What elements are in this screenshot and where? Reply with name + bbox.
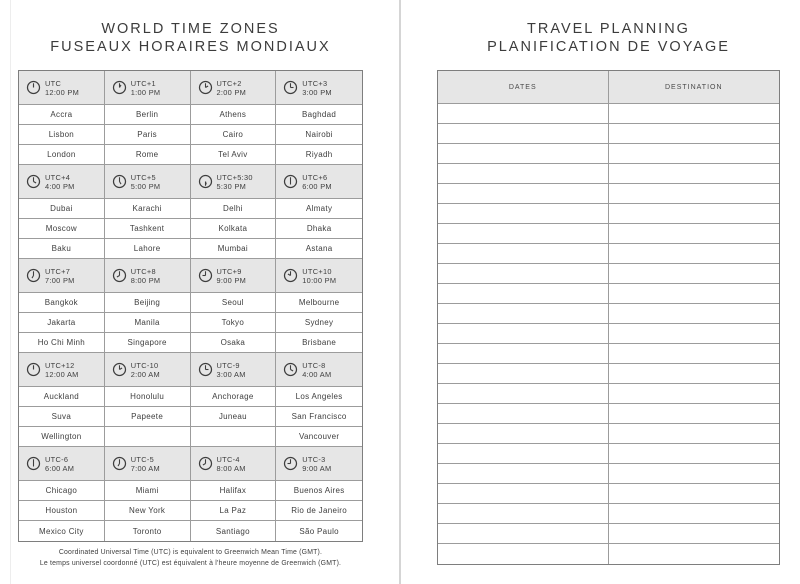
timezone-city-cell: Santiago: [191, 521, 277, 541]
destination-cell: [609, 244, 780, 264]
clock-icon: [112, 80, 127, 95]
timezone-city-cell: Juneau: [191, 407, 277, 427]
travel-row: [438, 324, 779, 344]
timezone-header-text: [302, 173, 332, 191]
travel-row: [438, 524, 779, 544]
clock-icon: [283, 174, 298, 189]
timezone-header-cell: [276, 71, 362, 105]
clock-icon: [26, 362, 41, 377]
travel-row: [438, 444, 779, 464]
travel-row: [438, 304, 779, 324]
utc-footnote: [18, 547, 363, 569]
timezone-city-cell: Tashkent: [105, 219, 191, 239]
timezone-time-label: 7:00 PM: [45, 275, 75, 285]
timezone-header-cell: [191, 259, 277, 293]
destination-cell: [609, 304, 780, 324]
timezone-city-cell: Almaty: [276, 199, 362, 219]
clock-icon: [283, 456, 298, 471]
dates-cell: [438, 304, 609, 324]
timezone-city-cell: Beijing: [105, 293, 191, 313]
timezone-header-text: [45, 173, 75, 191]
left-page-title-line1: WORLD TIME ZONES: [101, 21, 280, 37]
timezone-time-label: 7:00 AM: [130, 463, 160, 473]
timezone-header-cell: [19, 259, 105, 293]
timezone-city-cell: Seoul: [191, 293, 277, 313]
dates-cell: [438, 364, 609, 384]
clock-icon: [112, 174, 127, 189]
timezone-offset-label: UTC-3: [302, 454, 326, 464]
timezone-city-cell: Astana: [276, 239, 362, 259]
timezone-time-label: 6:00 PM: [302, 181, 332, 191]
clock-icon: [198, 362, 213, 377]
timezone-empty-cell: [105, 427, 191, 447]
timezone-city-cell: Rio de Janeiro: [276, 501, 362, 521]
timezone-city-cell: Karachi: [105, 199, 191, 219]
timezone-time-label: 9:00 PM: [216, 275, 247, 285]
timezone-city-cell: Toronto: [105, 521, 191, 541]
timezone-header-text: [131, 361, 160, 379]
page-edge-line: [10, 0, 11, 584]
dates-column-header: DATES: [438, 71, 609, 104]
timezone-city-cell: Tel Aviv: [191, 145, 277, 165]
timezone-header-text: [45, 79, 79, 97]
timezone-offset-label: UTC-9: [216, 360, 240, 370]
timezone-offset-label: UTC-4: [216, 454, 240, 464]
travel-row: [438, 504, 779, 524]
timezone-time-label: 8:00 PM: [130, 275, 161, 285]
timezone-time-label: 3:00 PM: [302, 87, 332, 97]
timezone-city-cell: Melbourne: [276, 293, 362, 313]
timezone-header-cell: [105, 353, 191, 387]
destination-cell: [609, 344, 780, 364]
timezone-city-cell: Auckland: [19, 387, 105, 407]
timezone-city-cell: Kolkata: [191, 219, 277, 239]
destination-cell: [609, 184, 780, 204]
timezone-header-cell: [105, 165, 191, 199]
timezone-header-cell: [19, 447, 105, 481]
timezone-city-cell: Dubai: [19, 199, 105, 219]
timezone-city-cell: Miami: [105, 481, 191, 501]
travel-row: [438, 124, 779, 144]
travel-row: [438, 284, 779, 304]
timezone-header-cell: [105, 71, 191, 105]
timezone-header-text: [217, 267, 247, 285]
travel-row: [438, 264, 779, 284]
dates-cell: [438, 444, 609, 464]
timezone-city-cell: Lahore: [105, 239, 191, 259]
timezone-city-cell: São Paulo: [276, 521, 362, 541]
timezone-header-text: [45, 361, 79, 379]
timezone-header-text: [131, 455, 160, 473]
timezone-city-cell: Anchorage: [191, 387, 277, 407]
timezone-header-cell: [105, 259, 191, 293]
timezone-city-cell: Wellington: [19, 427, 105, 447]
timezone-city-cell: New York: [105, 501, 191, 521]
timezone-city-cell: Athens: [191, 105, 277, 125]
timezone-offset-label: UTC+3: [302, 78, 328, 88]
dates-cell: [438, 344, 609, 364]
clock-icon: [283, 268, 298, 283]
travel-row: [438, 384, 779, 404]
timezone-time-label: 3:00 AM: [216, 369, 246, 379]
timezone-time-label: 5:00 PM: [130, 181, 161, 191]
timezone-header-text: [217, 79, 247, 97]
timezone-city-cell: Moscow: [19, 219, 105, 239]
travel-row: [438, 244, 779, 264]
timezone-city-cell: Manila: [105, 313, 191, 333]
timezone-header-cell: [191, 447, 277, 481]
destination-cell: [609, 144, 780, 164]
timezone-city-cell: Tokyo: [191, 313, 277, 333]
timezone-city-cell: Baku: [19, 239, 105, 259]
dates-cell: [438, 324, 609, 344]
timezone-offset-label: UTC+6: [302, 172, 328, 182]
timezone-time-label: 2:00 PM: [216, 87, 247, 97]
timezone-header-cell: [19, 353, 105, 387]
clock-icon: [198, 268, 213, 283]
left-page-title-line2: FUSEAUX HORAIRES MONDIAUX: [50, 38, 331, 55]
timezone-offset-label: UTC+9: [216, 266, 242, 276]
timezone-header-cell: [276, 165, 362, 199]
destination-cell: [609, 224, 780, 244]
destination-cell: [609, 204, 780, 224]
page-gutter: [399, 0, 401, 584]
travel-row: [438, 464, 779, 484]
timezone-header-text: [302, 267, 336, 285]
timezone-city-cell: Delhi: [191, 199, 277, 219]
timezone-header-cell: [105, 447, 191, 481]
travel-row: [438, 204, 779, 224]
timezone-table: [18, 70, 363, 542]
clock-icon: [26, 80, 41, 95]
destination-cell: [609, 364, 780, 384]
travel-row: [438, 484, 779, 504]
timezone-city-cell: Riyadh: [276, 145, 362, 165]
dates-cell: [438, 144, 609, 164]
timezone-city-cell: Sydney: [276, 313, 362, 333]
utc-footnote-line1: Coordinated Universal Time (UTC) is equivalent to Greenwich Mean Time (GMT).: [58, 549, 323, 556]
travel-planning-page: [400, 0, 800, 584]
dates-cell: [438, 124, 609, 144]
destination-cell: [609, 544, 780, 564]
right-page-title: [437, 21, 780, 56]
travel-row: [438, 404, 779, 424]
destination-column-header: DESTINATION: [609, 71, 780, 104]
destination-cell: [609, 444, 780, 464]
timezone-header-text: [131, 173, 161, 191]
travel-planning-table: [437, 70, 780, 565]
timezone-time-label: 2:00 AM: [130, 369, 160, 379]
clock-icon: [283, 80, 298, 95]
timezone-city-cell: La Paz: [191, 501, 277, 521]
timezone-header-cell: [191, 71, 277, 105]
dates-cell: [438, 184, 609, 204]
timezone-offset-label: UTC-8: [302, 360, 326, 370]
timezone-city-cell: Halifax: [191, 481, 277, 501]
timezone-city-cell: London: [19, 145, 105, 165]
right-page-title-line1: TRAVEL PLANNING: [527, 21, 690, 37]
timezone-city-cell: Rome: [105, 145, 191, 165]
timezone-city-cell: Accra: [19, 105, 105, 125]
timezone-offset-label: UTC+12: [45, 360, 75, 370]
clock-icon: [26, 456, 41, 471]
timezone-city-cell: Papeete: [105, 407, 191, 427]
destination-cell: [609, 524, 780, 544]
travel-row: [438, 344, 779, 364]
timezone-city-cell: Houston: [19, 501, 105, 521]
timezone-city-cell: Singapore: [105, 333, 191, 353]
travel-row: [438, 224, 779, 244]
right-page-title-line2: PLANIFICATION DE VOYAGE: [487, 38, 730, 55]
dates-cell: [438, 424, 609, 444]
timezone-header-text: [302, 79, 332, 97]
travel-row: [438, 424, 779, 444]
timezone-city-cell: Honolulu: [105, 387, 191, 407]
timezone-city-cell: Jakarta: [19, 313, 105, 333]
timezone-header-text: [131, 79, 161, 97]
dates-cell: [438, 544, 609, 564]
dates-cell: [438, 384, 609, 404]
dates-cell: [438, 264, 609, 284]
dates-cell: [438, 104, 609, 124]
timezone-empty-cell: [191, 427, 277, 447]
timezone-header-cell: [19, 165, 105, 199]
timezone-header-cell: [191, 165, 277, 199]
dates-cell: [438, 244, 609, 264]
destination-cell: [609, 504, 780, 524]
timezone-header-cell: [276, 353, 362, 387]
timezone-time-label: 5:30 PM: [216, 181, 247, 191]
timezone-city-cell: Los Angeles: [276, 387, 362, 407]
timezone-city-cell: Chicago: [19, 481, 105, 501]
timezone-header-cell: [276, 259, 362, 293]
timezone-city-cell: Paris: [105, 125, 191, 145]
timezone-city-cell: Buenos Aires: [276, 481, 362, 501]
timezone-time-label: 6:00 AM: [45, 463, 75, 473]
timezone-city-cell: Mexico City: [19, 521, 105, 541]
timezone-city-cell: Vancouver: [276, 427, 362, 447]
timezone-offset-label: UTC+10: [302, 266, 332, 276]
timezone-header-text: [302, 361, 331, 379]
timezone-time-label: 9:00 AM: [302, 463, 332, 473]
timezone-offset-label: UTC+5:30: [216, 172, 253, 182]
dates-cell: [438, 224, 609, 244]
dates-cell: [438, 524, 609, 544]
timezone-offset-label: UTC+2: [216, 78, 242, 88]
timezone-time-label: 8:00 AM: [216, 463, 246, 473]
destination-cell: [609, 384, 780, 404]
left-page-title: [18, 21, 363, 56]
timezone-time-label: 10:00 PM: [302, 275, 337, 285]
timezone-city-cell: Lisbon: [19, 125, 105, 145]
dates-cell: [438, 404, 609, 424]
timezone-offset-label: UTC-10: [130, 360, 159, 370]
timezone-time-label: 12:00 AM: [45, 369, 79, 379]
timezone-time-label: 12:00 PM: [45, 87, 80, 97]
destination-cell: [609, 404, 780, 424]
destination-cell: [609, 124, 780, 144]
travel-row: [438, 144, 779, 164]
timezone-header-text: [217, 173, 253, 191]
travel-row: [438, 544, 779, 564]
destination-cell: [609, 284, 780, 304]
timezone-header-text: [45, 267, 75, 285]
timezone-offset-label: UTC-5: [130, 454, 155, 464]
dates-cell: [438, 204, 609, 224]
timezone-time-label: 4:00 PM: [45, 181, 75, 191]
timezone-header-text: [45, 455, 74, 473]
clock-icon: [112, 268, 127, 283]
timezone-offset-label: UTC+8: [130, 266, 156, 276]
timezone-header-cell: [191, 353, 277, 387]
timezone-header-text: [131, 267, 161, 285]
timezone-city-cell: Suva: [19, 407, 105, 427]
dates-cell: [438, 284, 609, 304]
timezone-offset-label: UTC+7: [45, 266, 71, 276]
utc-footnote-line2: Le temps universel coordonné (UTC) est équivalent à l'heure moyenne de Greenwich (GMT).: [39, 560, 342, 567]
timezone-header-text: [217, 361, 246, 379]
clock-icon: [26, 268, 41, 283]
dates-cell: [438, 464, 609, 484]
destination-cell: [609, 464, 780, 484]
timezone-city-cell: Brisbane: [276, 333, 362, 353]
destination-cell: [609, 484, 780, 504]
timezone-city-cell: Cairo: [191, 125, 277, 145]
clock-icon: [112, 362, 127, 377]
timezone-offset-label: UTC: [45, 78, 62, 88]
travel-table-header-row: [438, 71, 779, 104]
clock-icon: [198, 80, 213, 95]
travel-row: [438, 364, 779, 384]
timezone-city-cell: Berlin: [105, 105, 191, 125]
dates-cell: [438, 484, 609, 504]
timezone-city-cell: Ho Chi Minh: [19, 333, 105, 353]
timezone-city-cell: Dhaka: [276, 219, 362, 239]
travel-row: [438, 164, 779, 184]
destination-cell: [609, 104, 780, 124]
timezone-header-cell: [276, 447, 362, 481]
timezone-city-cell: Osaka: [191, 333, 277, 353]
clock-icon: [283, 362, 298, 377]
timezone-city-cell: Bangkok: [19, 293, 105, 313]
travel-row: [438, 104, 779, 124]
timezone-offset-label: UTC+5: [130, 172, 156, 182]
timezone-offset-label: UTC+1: [130, 78, 156, 88]
destination-cell: [609, 164, 780, 184]
clock-icon: [112, 456, 127, 471]
timezone-city-cell: San Francisco: [276, 407, 362, 427]
dates-cell: [438, 164, 609, 184]
destination-cell: [609, 424, 780, 444]
timezone-time-label: 4:00 AM: [302, 369, 332, 379]
timezone-time-label: 1:00 PM: [130, 87, 161, 97]
timezone-offset-label: UTC-6: [45, 454, 69, 464]
timezone-city-cell: Baghdad: [276, 105, 362, 125]
clock-icon: [198, 456, 213, 471]
clock-icon: [198, 174, 213, 189]
timezone-header-text: [217, 455, 246, 473]
clock-icon: [26, 174, 41, 189]
dates-cell: [438, 504, 609, 524]
destination-cell: [609, 324, 780, 344]
timezone-header-text: [302, 455, 331, 473]
timezone-city-cell: Nairobi: [276, 125, 362, 145]
travel-row: [438, 184, 779, 204]
timezone-city-cell: Mumbai: [191, 239, 277, 259]
timezone-offset-label: UTC+4: [45, 172, 71, 182]
destination-cell: [609, 264, 780, 284]
timezone-header-cell: [19, 71, 105, 105]
